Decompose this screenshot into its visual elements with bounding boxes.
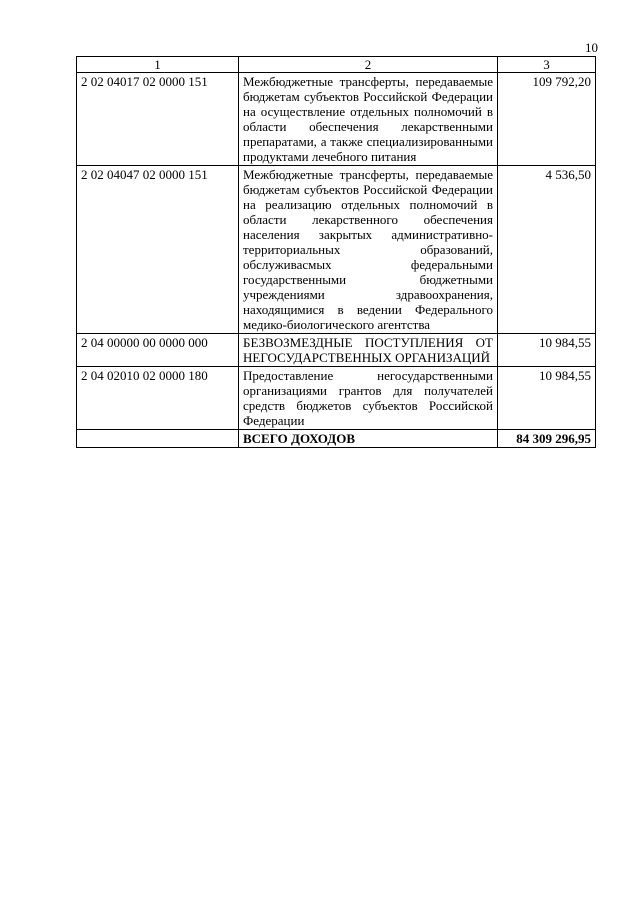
- table-row: [77, 367, 596, 430]
- column-header-description: 2: [239, 57, 498, 73]
- table-row: [77, 73, 596, 166]
- revenue-amount: 109 792,20: [498, 73, 596, 166]
- column-header-code: 1: [77, 57, 239, 73]
- revenue-amount: 10 984,55: [498, 367, 596, 430]
- total-amount: 84 309 296,95: [498, 430, 596, 448]
- total-code: [77, 430, 239, 448]
- revenue-description: Межбюджетные трансферты, передаваемые бюджетам субъектов Российской Федерации на осуществление отдельных полномочий в области обеспечения лекарственными препаратами, а также специализированными продуктами лечебного питания: [239, 73, 498, 166]
- budget-code: 2 02 04047 02 0000 151: [77, 166, 239, 334]
- table-row: [77, 166, 596, 334]
- revenue-description: БЕЗВОЗМЕЗДНЫЕ ПОСТУПЛЕНИЯ ОТ НЕГОСУДАРСТВЕННЫХ ОРГАНИЗАЦИЙ: [239, 334, 498, 367]
- budget-code: 2 04 02010 02 0000 180: [77, 367, 239, 430]
- revenue-amount: 4 536,50: [498, 166, 596, 334]
- revenue-amount: 10 984,55: [498, 334, 596, 367]
- table-header-row: [77, 57, 596, 73]
- revenue-table: [76, 56, 596, 448]
- table-row: [77, 334, 596, 367]
- budget-code: 2 04 00000 00 0000 000: [77, 334, 239, 367]
- page-number: 10: [585, 40, 598, 55]
- column-header-amount: 3: [498, 57, 596, 73]
- total-label: ВСЕГО ДОХОДОВ: [239, 430, 498, 448]
- budget-code: 2 02 04017 02 0000 151: [77, 73, 239, 166]
- revenue-description: Межбюджетные трансферты, передаваемые бюджетам субъектов Российской Федерации на реализацию отдельных полномочий в области лекарственного обеспечения населения закрытых административно-территориальных образований, обслуживасмых федеральными государственными бюджетными учреждениями здравоохранения, находящимися в ведении Федерального медико-биологического агентства: [239, 166, 498, 334]
- revenue-description: Предоставление негосударственными организациями грантов для получателей средств бюджетов субъектов Российской Федерации: [239, 367, 498, 430]
- total-row: [77, 430, 596, 448]
